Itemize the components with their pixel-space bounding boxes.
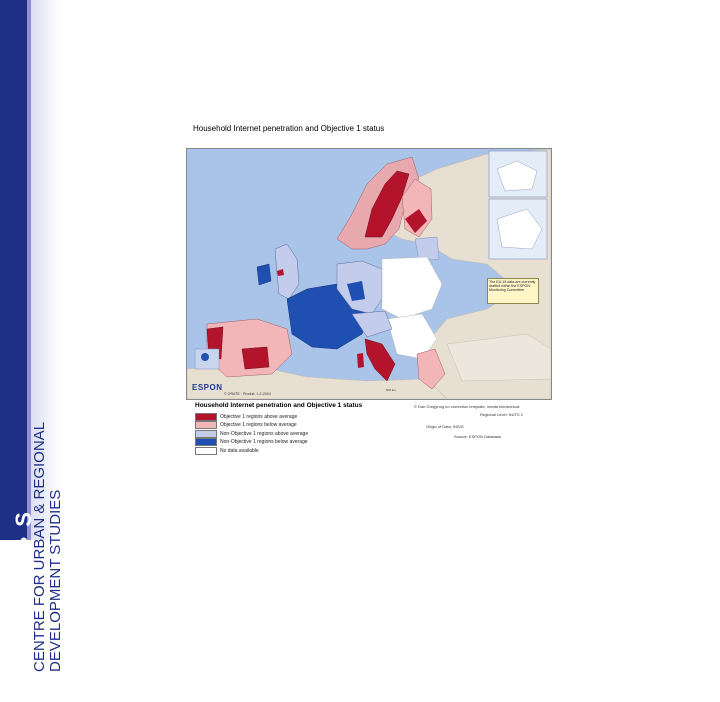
- legend-label: Objective 1 regions above average: [220, 413, 298, 420]
- legend-item: [195, 413, 395, 420]
- legend-label: Non-Objective 1 regions above average: [220, 430, 309, 437]
- map-scale: 500 km: [386, 388, 396, 392]
- map-note-box: The EU-15 data are currently drafted within the ESPON Monitoring Committee: [487, 278, 539, 304]
- note-line2: Regional Level: NUTS 2: [480, 412, 523, 417]
- legend-title: Household Internet penetration and Objective 1 status: [195, 402, 363, 409]
- legend-label: No data available: [220, 447, 259, 454]
- legend-label: Non-Objective 1 regions below average: [220, 439, 308, 445]
- organisation-name-line2: DEVELOPMENT STUDIES: [47, 489, 64, 672]
- organisation-name-line1: CENTRE FOR URBAN & REGIONAL: [31, 421, 48, 672]
- brand-letters: C • U • R • D • S: [11, 510, 36, 702]
- espon-logo: ESPON: [192, 383, 223, 392]
- legend-swatch: [195, 447, 217, 455]
- note-line4: Source: ESPON Database: [454, 434, 502, 439]
- legend-item: [195, 447, 395, 454]
- map-frame: [186, 148, 552, 400]
- brand-strip: [0, 0, 64, 702]
- legend-item: [195, 439, 395, 446]
- map-legend: [195, 402, 395, 456]
- note-line3: Origin of Data: INS/G: [426, 424, 464, 429]
- legend-swatch: [195, 421, 217, 429]
- legend-swatch: [195, 413, 217, 421]
- note-line1: © Dan Gregynog no correction template, media hierarchical: [414, 404, 520, 409]
- organisation-name: [32, 192, 68, 672]
- map-title: Household Internet penetration and Objective 1 status: [193, 124, 385, 133]
- legend-label: Objective 1 regions below average: [220, 422, 297, 428]
- europe-map: [187, 149, 551, 399]
- legend-swatch: [195, 438, 217, 446]
- legend-item: [195, 422, 395, 429]
- legend-item: [195, 430, 395, 437]
- map-copyright: © ORATE · Produit: 1-2-2004: [224, 392, 271, 396]
- legend-swatch: [195, 430, 217, 438]
